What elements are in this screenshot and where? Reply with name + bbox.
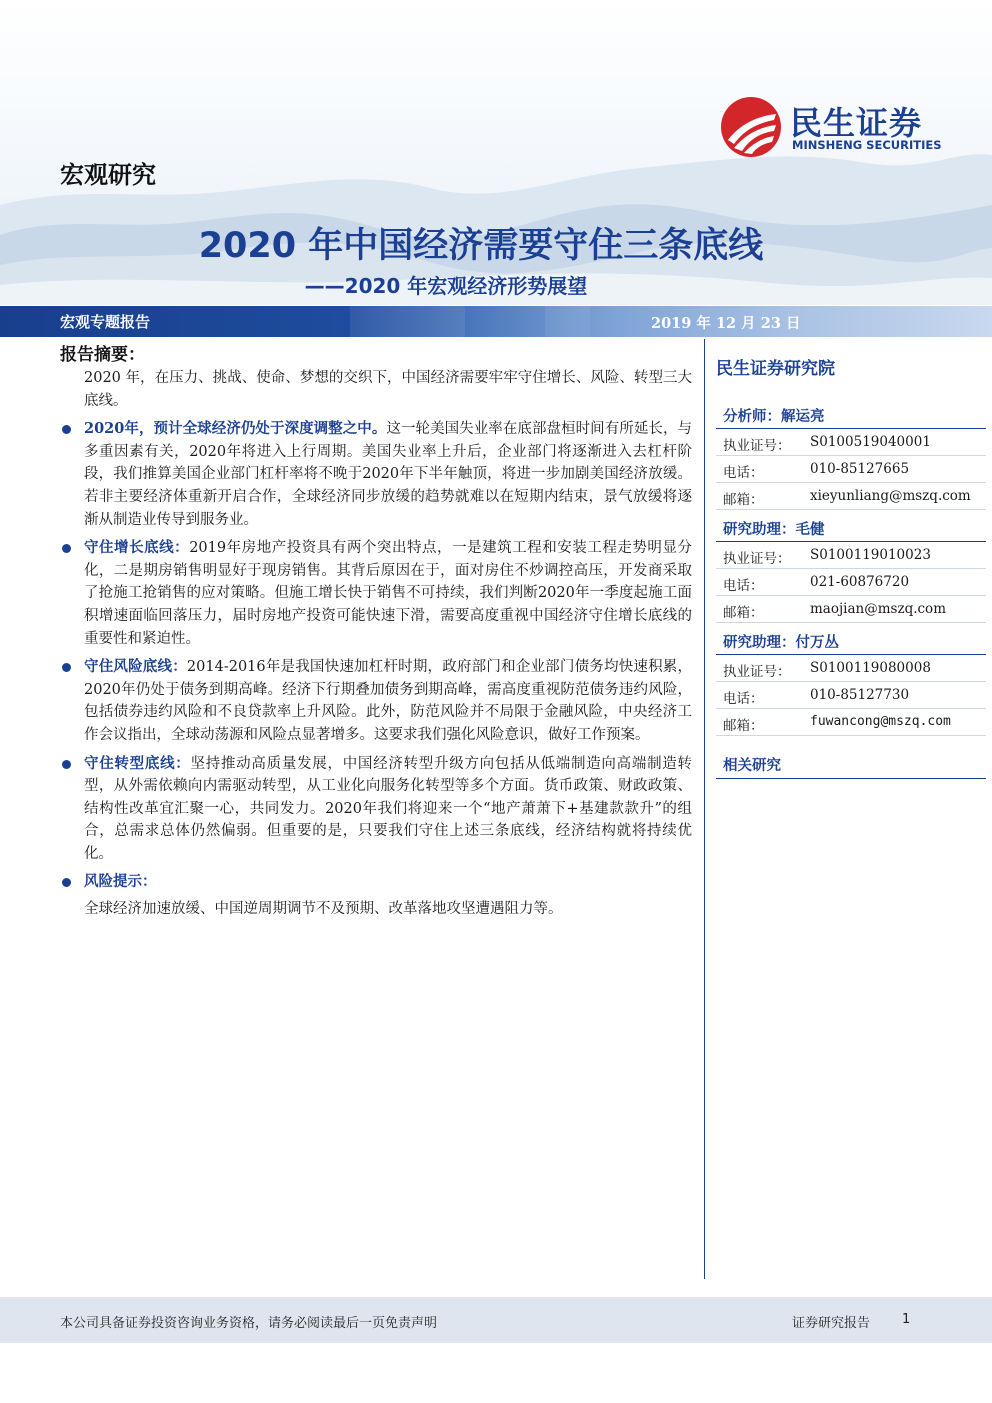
bullet-text: 坚持推动高质量发展，中国经济转型升级方向包括从低端制造向高端制造转型，从外需依赖向内需驱动转型，从工业化向服务化转型等多个方面。货币政策、财政政策、结构性改革宜汇聚一心，共同发力。2020年我们将迎来一个“地产萧萧下+基建款款升”的组合，总需求总体仍然偏弱。但重要的是，只要我们守住上述三条底线，经济结构就将持续优化。 <box>84 755 693 862</box>
bullet-lead: 2020年，预计全球经济仍处于深度调整之中。 <box>84 420 387 438</box>
abstract-section <box>60 340 692 921</box>
report-subtitle: ——2020 年宏观经济形势展望 <box>304 274 588 298</box>
contact-field: 执业证号： S0100519040001 <box>716 429 986 456</box>
footer-disclaimer: 本公司具备证券投资咨询业务资格，请务必阅读最后一页免责声明 <box>60 1316 438 1331</box>
related-research-heading: 相关研究 <box>716 748 986 779</box>
bullet-lead: 守住转型底线： <box>84 754 191 772</box>
contact-email[interactable]: 邮箱： xieyunliang@mszq.com <box>716 483 986 510</box>
contact-role: 研究助理：毛健 <box>716 514 986 542</box>
bullet-lead: 风险提示： <box>84 873 157 891</box>
contact-field: 执业证号： S0100119010023 <box>716 542 986 569</box>
contact-role: 分析师：解运亮 <box>716 401 986 429</box>
brand-name-en: MINSHENG SECURITIES <box>792 138 942 152</box>
footer-report-label: 证券研究报告 <box>792 1316 871 1331</box>
section-tag: 宏观研究 <box>60 161 156 189</box>
minsheng-logo-icon <box>720 96 782 158</box>
bullet-text: 2019年房地产投资具有两个突出特点，一是建筑工程和安装工程走势明显分化，二是期房销售明显好于现房销售。其背后原因在于，面对房住不炒调控高压，开发商采取了抢施工抢销售的应对策略。但施工增长快于销售不可持续，我们判断2020年一季度起施工面积增速面临回落压力，届时房地产投资可能快速下滑，需要高度重视中国经济守住增长底线的重要性和紧迫性。 <box>84 540 692 647</box>
page-header <box>0 0 992 305</box>
contact-field: 电话： 010-85127665 <box>716 456 986 483</box>
page-number: 1 <box>902 1312 911 1327</box>
contact-field: 执业证号： S0100119080008 <box>716 655 986 682</box>
bullet-dot-icon <box>62 425 71 434</box>
bullet-dot-icon <box>62 878 71 887</box>
bullet-text: 2014-2016年是我国快速加杠杆时期，政府部门和企业部门债务均快速积累，2020年仍处于债务到期高峰。经济下行期叠加债务到期高峰，需高度重视防范债务违约风险，包括债券违约风险和不良贷款率上升风险。此外，防范风险并不局限于金融风险，中央经济工作会议指出，全球动荡源和风险点显著增多。这要求我们强化风险意识，做好工作预案。 <box>84 659 692 743</box>
contact-field: 电话： 010-85127730 <box>716 682 986 709</box>
bullet-lead: 守住风险底线： <box>84 658 187 676</box>
report-banner <box>0 306 992 337</box>
column-divider <box>704 339 705 1279</box>
contact-role: 研究助理：付万丛 <box>716 627 986 655</box>
risk-text: 全球经济加速放缓、中国逆周期调节不及预期、改革落地攻坚遭遇阻力等。 <box>84 901 563 918</box>
report-title: 2020 年中国经济需要守住三条底线 <box>198 226 764 266</box>
report-date: 2019 年 12 月 23 日 <box>651 315 801 332</box>
bullet-dot-icon <box>62 544 71 553</box>
abstract-heading: 报告摘要： <box>60 345 145 365</box>
sidebar <box>716 350 986 779</box>
contact-email[interactable]: 邮箱： fuwancong@mszq.com <box>716 709 986 736</box>
report-type: 宏观专题报告 <box>60 313 151 331</box>
abstract-bullet <box>60 418 692 531</box>
abstract-bullet <box>60 656 692 746</box>
abstract-intro: 2020 年，在压力、挑战、使命、梦想的交织下，中国经济需要牢牢守住增长、风险、转型三大底线。 <box>84 370 692 409</box>
bullet-text: 这一轮美国失业率在底部盘桓时间有所延长，与多重因素有关，2020年将进入上行周期。美国失业率上升后，企业部门将逐渐进入去杠杆阶段，我们推算美国企业部门杠杆率将不晚于2020年下半年触顶，将进一步加剧美国经济放缓。若非主要经济体重新开启合作，全球经济同步放缓的趋势就难以在短期内结束，景气放缓将逐渐从制造业传导到服务业。 <box>84 421 693 528</box>
bullet-dot-icon <box>62 760 71 769</box>
brand-name-cn: 民生证券 <box>790 104 923 142</box>
page-footer <box>0 1297 992 1343</box>
abstract-bullet <box>60 753 692 866</box>
bullet-dot-icon <box>62 663 71 672</box>
contact-field: 电话： 021-60876720 <box>716 569 986 596</box>
brand-logo <box>720 96 960 158</box>
bullet-lead: 守住增长底线： <box>84 539 190 557</box>
contact-email[interactable]: 邮箱： maojian@mszq.com <box>716 596 986 623</box>
abstract-bullet-risk <box>60 871 692 920</box>
abstract-bullet <box>60 537 692 650</box>
institute-name: 民生证券研究院 <box>716 359 835 379</box>
